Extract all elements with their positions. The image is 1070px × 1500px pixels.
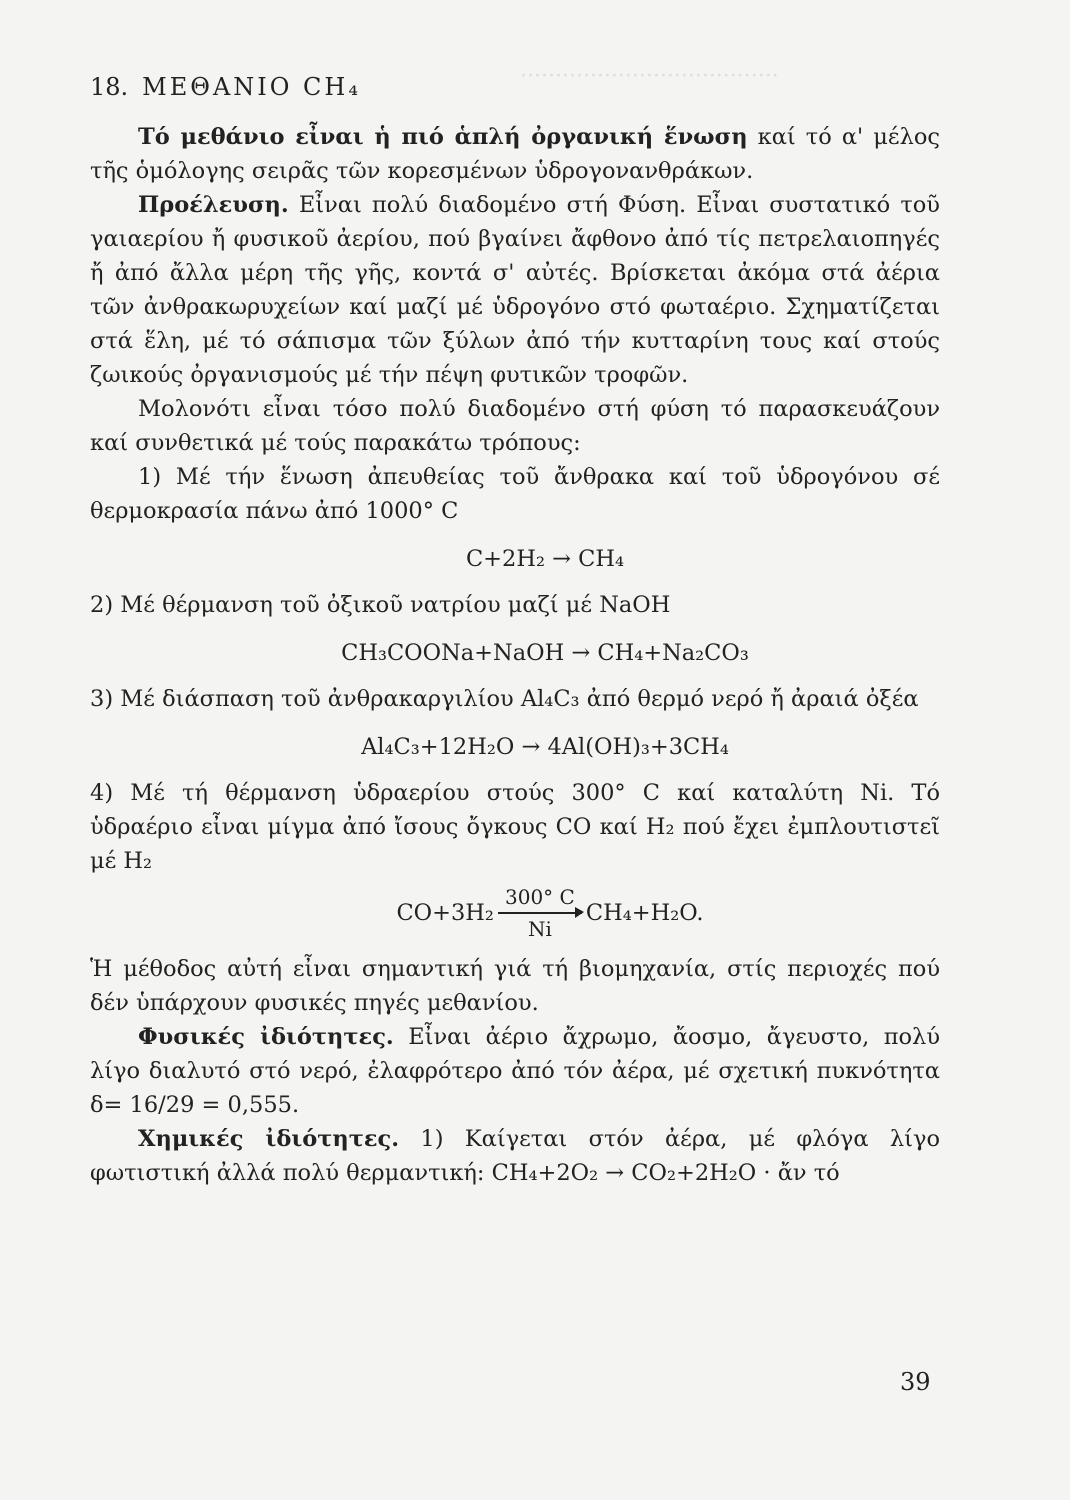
section-title: ΜΕΘΑΝΙΟ CH₄ (142, 73, 361, 101)
method-3-text: 3) Μέ διάσπαση τοῦ ἀνθρακαργιλίου Al₄C₃ ἀπό θερμό νερό ἤ ἀραιά ὀξέα (90, 686, 919, 712)
physical-paragraph (90, 1020, 940, 1122)
chemical-text: 1) Καίγεται στόν ἀέρα, μέ φλόγα λίγο φωτιστική ἀλλά πολύ θερμαντική: CH₄+2O₂ → CO₂+2H₂O · ἄν τό (90, 1125, 940, 1186)
chemical-paragraph (90, 1122, 940, 1190)
method-4-right: CH₄+H₂O. (585, 899, 704, 926)
physical-text: Εἶναι ἀέριο ἄχρωμο, ἄοσμο, ἄγευστο, πολύ λίγο διαλυτό στό νερό, ἐλαφρότερο ἀπό τόν ἀέρα, μέ σχετική πυκνότητα δ= 16/29 = 0,555. (90, 1023, 940, 1118)
page-number: 39 (900, 1368, 931, 1396)
method-3-equation: Al₄C₃+12H₂O → 4Al(OH)₃+3CH₄ (361, 734, 729, 760)
origin-paragraph (90, 188, 940, 392)
arrow-catalyst: Ni (527, 916, 552, 941)
method-1-text: 1) Μέ τήν ἕνωση ἀπευθείας τοῦ ἄνθρακα καί τοῦ ὑδρογόνου σέ θερμοκρασία πάνω ἀπό 1000° C (90, 464, 940, 524)
arrow-icon (498, 912, 582, 914)
section-number: 18. (90, 73, 129, 101)
origin-label: Προέλευση. (138, 192, 289, 218)
method-2-text: 2) Μέ θέρμανση τοῦ ὀξικοῦ νατρίου μαζί μέ NaOH (90, 592, 671, 618)
method-1-equation: C+2H₂ → CH₄ (465, 546, 625, 572)
chemical-label: Χημικές ἰδιότητες. (138, 1125, 400, 1152)
intro-bold: Τό μεθάνιο εἶναι ἡ πιό ἁπλή ὀργανική ἕνωση (138, 124, 748, 150)
arrow-condition: 300° C (505, 885, 575, 909)
method-2-equation: CH₃COONa+NaOH → CH₄+Na₂CO₃ (341, 640, 749, 666)
bleed-through-text: ····································· (520, 64, 779, 89)
intro-paragraph (90, 120, 940, 188)
intro-rest: καί τό α' μέλος τῆς ὁμόλογης σειρᾶς τῶν κορεσμένων ὑδρογονανθράκων. (90, 124, 940, 184)
origin-text: Εἶναι πολύ διαδομένο στή Φύση. Εἶναι συστατικό τοῦ γαιαερίου ἤ φυσικοῦ ἀερίου, πού βγαίνει ἄφθονο ἀπό τίς πετρελαιοπηγές ἤ ἀπό ἄλλα μέρη τῆς γῆς, κοντά σ' αὐτές. Βρίσκεται ἀκόμα στά ἀέρια τῶν ἀνθρακωρυχείων καί μαζί μέ ὑδρογόνο στό φωταέριο. Σχηματίζεται στά ἕλη, μέ τό σάπισμα τῶν ξύλων ἀπό τήν κυτταρίνη τους καί στούς ζωικούς ὀργανισμούς μέ τήν πέψη φυτικῶν τροφῶν. (90, 192, 940, 388)
section-heading (90, 70, 940, 104)
method-4-equation (90, 884, 940, 942)
page-content (90, 70, 940, 1190)
method-note: Ἡ μέθοδος αὐτή εἶναι σημαντική γιά τή βιομηχανία, στίς περιοχές πού δέν ὑπάρχουν φυσικές πηγές μεθανίου. (90, 955, 940, 1016)
method-4-left: CO+3H₂ (396, 899, 494, 926)
method-4-text: 4) Μέ τή θέρμανση ὑδραερίου στούς 300° C καί καταλύτη Ni. Τό ὑδραέριο εἶναι μίγμα ἀπό ἴσους ὄγκους CO καί H₂ πού ἔχει ἐμπλουτιστεῖ μέ H₂ (90, 780, 940, 874)
synthesis-intro: Μολονότι εἶναι τόσο πολύ διαδομένο στή φύση τό παρασκευάζουν καί συνθετικά μέ τούς παρακάτω τρόπους: (90, 396, 940, 456)
catalysis-arrow (498, 884, 582, 942)
physical-label: Φυσικές ἰδιότητες. (138, 1023, 394, 1050)
